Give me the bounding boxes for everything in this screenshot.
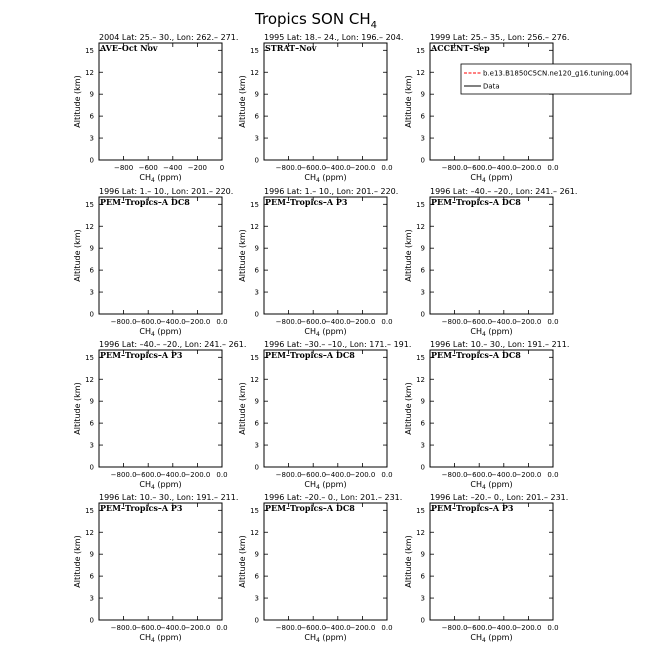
x-tick-label: 0.0 <box>381 318 393 326</box>
panel-header: 1996 Lat: –30.– –10., Lon: 171.– 191. <box>264 340 412 349</box>
x-tick-label: −800.0 <box>441 164 468 172</box>
y-tick-label: 9 <box>420 90 425 99</box>
x-tick-label: −600 <box>138 164 158 172</box>
x-tick-label: −400.0 <box>324 318 351 326</box>
y-tick-label: 6 <box>254 266 259 275</box>
campaign-label: PEM–Tropics–A DC8 <box>431 350 521 360</box>
x-tick-label: 0.0 <box>216 471 228 479</box>
x-tick-label: −600.0 <box>466 318 493 326</box>
y-tick-label: 6 <box>420 572 425 581</box>
y-tick-label: 12 <box>250 375 259 384</box>
y-tick-label: 12 <box>85 68 94 77</box>
x-axis-label: $CH_4$ (ppm) <box>304 480 347 491</box>
plot-frame <box>99 350 222 467</box>
y-tick-label: 3 <box>89 594 94 603</box>
y-tick-label: 6 <box>420 419 425 428</box>
x-axis-label: $CH_4$ (ppm) <box>470 480 513 491</box>
plot-frame <box>430 503 553 620</box>
panel-header: 1999 Lat: 25.– 35., Lon: 256.– 276. <box>430 33 570 42</box>
y-tick-label: 6 <box>254 419 259 428</box>
y-axis-label: Altitude (km) <box>73 229 82 282</box>
y-tick-label: 6 <box>420 112 425 121</box>
y-tick-label: 15 <box>416 506 425 515</box>
x-tick-label: −600.0 <box>466 164 493 172</box>
campaign-label: PEM–Tropics–A DC8 <box>100 197 190 207</box>
panel-header: 1996 Lat: 10.– 30., Lon: 191.– 211. <box>99 493 239 502</box>
x-tick-label: −600.0 <box>300 471 327 479</box>
x-tick-label: −800.0 <box>441 624 468 632</box>
plot-frame <box>99 43 222 160</box>
y-tick-label: 6 <box>420 266 425 275</box>
x-tick-label: −600.0 <box>466 624 493 632</box>
y-tick-label: 6 <box>254 572 259 581</box>
panel-12 <box>404 493 568 644</box>
x-axis-label: $CH_4$ (ppm) <box>139 633 182 644</box>
panel-header: 1996 Lat: 1.– 10., Lon: 201.– 220. <box>264 187 399 196</box>
plot-frame <box>430 43 553 160</box>
campaign-label: PEM–Tropics–A DC8 <box>431 197 521 207</box>
x-axis-label: $CH_4$ (ppm) <box>470 633 513 644</box>
x-tick-label: −200.0 <box>515 318 542 326</box>
campaign-label: ACCENT–Sep <box>431 43 490 53</box>
x-tick-label: −200.0 <box>349 318 376 326</box>
x-tick-label: 0.0 <box>547 164 559 172</box>
campaign-label: PEM–Tropics–A DC8 <box>265 350 355 360</box>
y-tick-label: 9 <box>420 244 425 253</box>
x-tick-label: −800.0 <box>441 318 468 326</box>
campaign-label: PEM–Tropics–A P3 <box>100 503 183 513</box>
y-axis-label: Altitude (km) <box>404 535 413 588</box>
x-tick-label: −400.0 <box>159 471 186 479</box>
y-tick-label: 9 <box>254 90 259 99</box>
y-tick-label: 9 <box>89 90 94 99</box>
y-tick-label: 9 <box>254 397 259 406</box>
x-axis-label: $CH_4$ (ppm) <box>139 173 182 184</box>
panel-grid <box>73 33 577 644</box>
campaign-label: PEM–Tropics–A P3 <box>100 350 183 360</box>
y-tick-label: 9 <box>254 550 259 559</box>
x-tick-label: −400.0 <box>490 164 517 172</box>
y-tick-label: 0 <box>89 310 94 319</box>
panel-7 <box>73 340 246 491</box>
panel-6 <box>404 187 577 338</box>
y-tick-label: 0 <box>254 616 259 625</box>
x-tick-label: 0.0 <box>547 624 559 632</box>
y-tick-label: 6 <box>89 572 94 581</box>
y-tick-label: 3 <box>420 288 425 297</box>
legend-label: b.e13.B1850C5CN.ne120_g16.tuning.004 <box>483 69 629 78</box>
x-axis-label: $CH_4$ (ppm) <box>470 173 513 184</box>
y-tick-label: 12 <box>85 528 94 537</box>
y-tick-label: 15 <box>416 46 425 55</box>
y-tick-label: 12 <box>85 375 94 384</box>
y-tick-label: 6 <box>89 266 94 275</box>
y-tick-label: 9 <box>89 550 94 559</box>
y-tick-label: 15 <box>416 200 425 209</box>
x-tick-label: 0.0 <box>381 471 393 479</box>
y-tick-label: 0 <box>254 156 259 165</box>
x-tick-label: −400.0 <box>159 318 186 326</box>
panel-header: 1995 Lat: 18.– 24., Lon: 196.– 204. <box>264 33 404 42</box>
y-axis-label: Altitude (km) <box>73 382 82 435</box>
y-axis-label: Altitude (km) <box>404 229 413 282</box>
x-tick-label: −200.0 <box>184 624 211 632</box>
y-tick-label: 9 <box>420 550 425 559</box>
plot-frame <box>430 350 553 467</box>
y-tick-label: 15 <box>250 506 259 515</box>
y-axis-label: Altitude (km) <box>238 229 247 282</box>
y-axis-label: Altitude (km) <box>73 535 82 588</box>
panel-8 <box>238 340 411 491</box>
y-tick-label: 9 <box>89 244 94 253</box>
y-tick-label: 12 <box>85 222 94 231</box>
x-tick-label: −400.0 <box>324 471 351 479</box>
y-axis-label: Altitude (km) <box>73 75 82 128</box>
x-tick-label: −800.0 <box>110 471 137 479</box>
x-tick-label: −200.0 <box>515 471 542 479</box>
x-tick-label: −800.0 <box>275 164 302 172</box>
y-tick-label: 12 <box>416 375 425 384</box>
y-tick-label: 12 <box>250 222 259 231</box>
y-tick-label: 9 <box>420 397 425 406</box>
y-tick-label: 3 <box>254 441 259 450</box>
panel-9 <box>404 340 569 491</box>
plot-frame <box>99 197 222 314</box>
y-tick-label: 6 <box>89 419 94 428</box>
x-tick-label: −200.0 <box>184 318 211 326</box>
x-tick-label: −200 <box>187 164 208 172</box>
x-tick-label: 0.0 <box>547 318 559 326</box>
y-tick-label: 3 <box>89 134 94 143</box>
y-tick-label: 3 <box>254 288 259 297</box>
y-axis-label: Altitude (km) <box>238 75 247 128</box>
x-tick-label: −600.0 <box>135 624 162 632</box>
y-tick-label: 3 <box>254 594 259 603</box>
x-tick-label: −200.0 <box>515 624 542 632</box>
panel-3 <box>404 33 569 184</box>
x-tick-label: 0.0 <box>547 471 559 479</box>
y-tick-label: 15 <box>85 353 94 362</box>
x-tick-label: −200.0 <box>349 624 376 632</box>
y-tick-label: 0 <box>420 463 425 472</box>
x-tick-label: −800.0 <box>275 624 302 632</box>
plot-frame <box>264 503 387 620</box>
x-tick-label: −600.0 <box>466 471 493 479</box>
y-tick-label: 15 <box>85 506 94 515</box>
y-tick-label: 6 <box>254 112 259 121</box>
y-tick-label: 15 <box>250 200 259 209</box>
x-axis-label: $CH_4$ (ppm) <box>304 327 347 338</box>
x-tick-label: −200.0 <box>349 471 376 479</box>
y-tick-label: 0 <box>254 310 259 319</box>
x-tick-label: −400.0 <box>324 624 351 632</box>
x-axis-label: $CH_4$ (ppm) <box>304 633 347 644</box>
y-tick-label: 3 <box>254 134 259 143</box>
y-tick-label: 6 <box>89 112 94 121</box>
y-tick-label: 12 <box>416 222 425 231</box>
x-tick-label: 0.0 <box>216 318 228 326</box>
x-axis-label: $CH_4$ (ppm) <box>304 173 347 184</box>
y-tick-label: 15 <box>85 200 94 209</box>
y-tick-label: 15 <box>250 353 259 362</box>
x-tick-label: 0.0 <box>381 624 393 632</box>
y-tick-label: 0 <box>89 463 94 472</box>
y-tick-label: 12 <box>250 528 259 537</box>
campaign-label: PEM–Tropics–A DC8 <box>265 503 355 513</box>
panel-header: 1996 Lat: –40.– –20., Lon: 241.– 261. <box>99 340 247 349</box>
panel-1 <box>73 33 238 184</box>
y-tick-label: 0 <box>420 616 425 625</box>
x-tick-label: −800.0 <box>275 318 302 326</box>
y-tick-label: 0 <box>254 463 259 472</box>
panel-header: 1996 Lat: 10.– 30., Lon: 191.– 211. <box>430 340 570 349</box>
y-tick-label: 3 <box>420 134 425 143</box>
y-axis-label: Altitude (km) <box>404 75 413 128</box>
y-tick-label: 15 <box>85 46 94 55</box>
x-axis-label: $CH_4$ (ppm) <box>139 480 182 491</box>
y-tick-label: 15 <box>416 353 425 362</box>
y-tick-label: 12 <box>416 528 425 537</box>
x-tick-label: −200.0 <box>184 471 211 479</box>
x-tick-label: −200.0 <box>515 164 542 172</box>
y-tick-label: 12 <box>416 68 425 77</box>
x-tick-label: −400.0 <box>490 624 517 632</box>
panel-10 <box>73 493 238 644</box>
x-tick-label: −600.0 <box>300 624 327 632</box>
campaign-label: PEM–Tropics–A P3 <box>431 503 514 513</box>
panel-2 <box>238 33 403 184</box>
plot-frame <box>99 503 222 620</box>
plot-frame <box>264 43 387 160</box>
x-tick-label: −800.0 <box>275 471 302 479</box>
x-axis-label: $CH_4$ (ppm) <box>139 327 182 338</box>
plot-frame <box>430 197 553 314</box>
x-tick-label: −400.0 <box>324 164 351 172</box>
x-tick-label: −600.0 <box>300 164 327 172</box>
x-tick-label: −400.0 <box>490 318 517 326</box>
y-tick-label: 3 <box>89 441 94 450</box>
x-tick-label: 0.0 <box>381 164 393 172</box>
y-tick-label: 3 <box>420 594 425 603</box>
y-tick-label: 0 <box>89 156 94 165</box>
y-tick-label: 9 <box>89 397 94 406</box>
y-tick-label: 3 <box>420 441 425 450</box>
plot-frame <box>264 197 387 314</box>
x-tick-label: −800.0 <box>110 318 137 326</box>
panel-header: 1996 Lat: –40.– –20., Lon: 241.– 261. <box>430 187 578 196</box>
x-tick-label: −800 <box>113 164 134 172</box>
x-tick-label: −400 <box>163 164 183 172</box>
legend <box>461 64 631 94</box>
y-tick-label: 0 <box>420 156 425 165</box>
campaign-label: AVE–Oct Nov <box>100 43 158 53</box>
panel-4 <box>73 187 233 338</box>
y-tick-label: 0 <box>420 310 425 319</box>
panel-header: 1996 Lat: –20.– 0., Lon: 201.– 231. <box>264 493 403 502</box>
y-axis-label: Altitude (km) <box>238 382 247 435</box>
figure-title: Tropics SON $CH_4$ <box>255 10 377 31</box>
y-tick-label: 0 <box>89 616 94 625</box>
y-tick-label: 3 <box>89 288 94 297</box>
panel-header: 1996 Lat: 1.– 10., Lon: 201.– 220. <box>99 187 234 196</box>
x-tick-label: 0 <box>219 164 225 172</box>
y-axis-label: Altitude (km) <box>404 382 413 435</box>
x-tick-label: −600.0 <box>300 318 327 326</box>
panel-11 <box>238 493 402 644</box>
x-axis-label: $CH_4$ (ppm) <box>470 327 513 338</box>
y-tick-label: 9 <box>254 244 259 253</box>
y-tick-label: 12 <box>250 68 259 77</box>
x-tick-label: 0.0 <box>216 624 228 632</box>
panel-header: 2004 Lat: 25.– 30., Lon: 262.– 271. <box>99 33 239 42</box>
plot-frame <box>264 350 387 467</box>
x-tick-label: −800.0 <box>110 624 137 632</box>
x-tick-label: −200.0 <box>349 164 376 172</box>
panel-5 <box>238 187 398 338</box>
x-tick-label: −600.0 <box>135 471 162 479</box>
y-tick-label: 15 <box>250 46 259 55</box>
panel-header: 1996 Lat: –20.– 0., Lon: 201.– 231. <box>430 493 569 502</box>
y-axis-label: Altitude (km) <box>238 535 247 588</box>
legend-label: Data <box>483 82 500 91</box>
campaign-label: STRAT–Nov <box>265 43 317 53</box>
x-tick-label: −600.0 <box>135 318 162 326</box>
campaign-label: PEM–Tropics–A P3 <box>265 197 348 207</box>
x-tick-label: −400.0 <box>159 624 186 632</box>
x-tick-label: −400.0 <box>490 471 517 479</box>
x-tick-label: −800.0 <box>441 471 468 479</box>
